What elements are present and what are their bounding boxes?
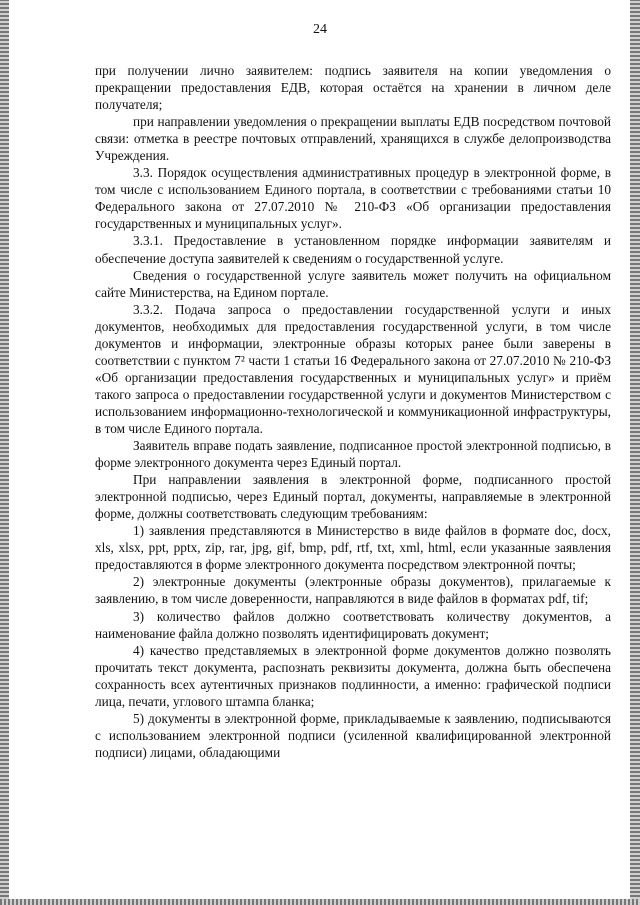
- section-heading-3-3-2: 3.3.2. Подача запроса о предоставлении государственной услуги и иных документов, необходимых для предоставления государственной услуги, в том числе документов и информации, электронные образы которых ранее были заверены в соответствии с пунктом 7² части 1 статьи 16 Федерального закона от 27.07.2010 № 210-ФЗ «Об организации предоставления государственных и муниципальных услуг» и приём такого запроса о предоставлении государственной услуги и документов Министерством с использованием информационно-технологической и коммуникационной инфраструктуры, в том числе Единого портала.: [95, 301, 611, 436]
- section-heading-3-3-1: 3.3.1. Предоставление в установленном порядке информации заявителям и обеспечение доступа заявителей к сведениям о государственной услуге.: [95, 233, 611, 266]
- paragraph: при получении лично заявителем: подпись заявителя на копии уведомления о прекращении предоставления ЕДВ, которая остаётся на хранении в личном деле получателя;: [95, 63, 611, 113]
- list-item: 5) документы в электронной форме, прикладываемые к заявлению, подписываются с использованием электронной подписи (усиленной квалифицированной электронной подписи) лицами, обладающими: [95, 710, 611, 760]
- paragraph: Сведения о государственной услуге заявитель может получить на официальном сайте Министерства, на Едином портале.: [95, 267, 611, 300]
- scan-edge-right: [630, 0, 640, 905]
- list-item: 4) качество представляемых в электронной форме документов должно позволять прочитать текст документа, распознать реквизиты документа, должна быть обеспечена сохранность всех аутентичных признаков подлинности, а именно: графической подписи лица, печати, углового штампа бланка;: [95, 642, 611, 709]
- paragraph: При направлении заявления в электронной форме, подписанного простой электронной подписью, через Единый портал, документы, направляемые в электронной форме, должны соответствовать следующим требованиям:: [95, 472, 611, 522]
- list-item: 1) заявления представляются в Министерство в виде файлов в формате doc, docx, xls, xlsx, ppt, pptx, zip, rar, jpg, gif, bmp, pdf, rtf, txt, xml, html, если указанные заявления предоставляются в форме электронного документа посредством электронной почты;: [95, 523, 611, 573]
- section-heading-3-3: 3.3. Порядок осуществления административных процедур в электронной форме, в том числе с использованием Единого портала, в соответствии с требованиями статьи 10 Федерального закона от 27.07.2010 № 210-ФЗ «Об организации предоставления государственных и муниципальных услуг».: [95, 165, 611, 232]
- page-number: 24: [313, 22, 327, 37]
- list-item: 3) количество файлов должно соответствовать количеству документов, а наименование файла должно позволять идентифицировать документ;: [95, 608, 611, 641]
- document-body: [95, 62, 611, 761]
- list-item: 2) электронные документы (электронные образы документов), прилагаемые к заявлению, в том числе доверенности, направляются в виде файлов в форматах pdf, tif;: [95, 574, 611, 607]
- paragraph: при направлении уведомления о прекращении выплаты ЕДВ посредством почтовой связи: отметка в реестре почтовых отправлений, хранящихся в службе делопроизводства Учреждения.: [95, 114, 611, 164]
- scan-edge-left: [0, 0, 9, 905]
- paragraph: Заявитель вправе подать заявление, подписанное простой электронной подписью, в форме электронного документа через Единый портал.: [95, 438, 611, 471]
- scan-edge-bottom: [0, 899, 640, 905]
